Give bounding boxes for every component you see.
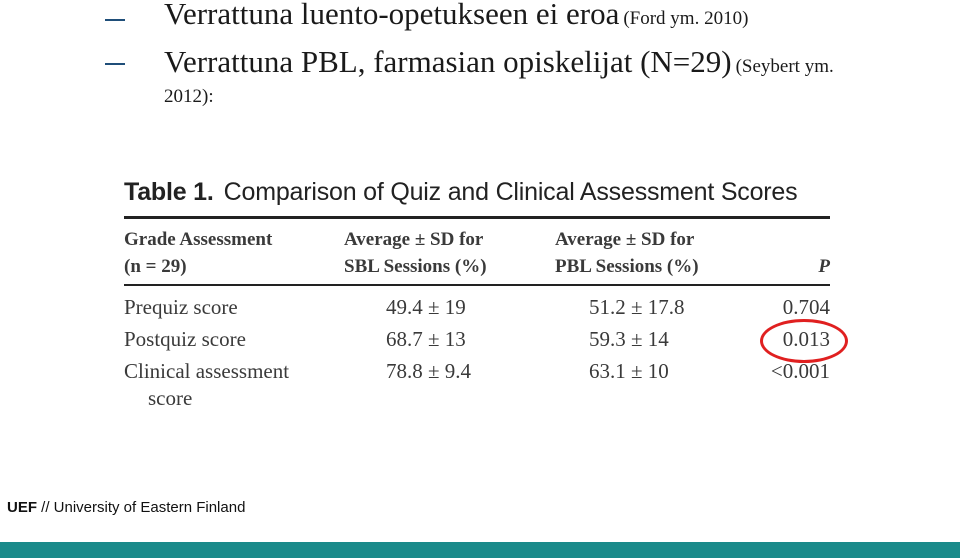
table-title: Comparison of Quiz and Clinical Assessment Scores (223, 178, 798, 206)
dash-bullet-icon (105, 63, 125, 65)
row-p: <0.001 (770, 359, 830, 383)
row-sbl: 78.8 ± 9.4 (386, 359, 472, 383)
footer-university: // University of Eastern Finland (37, 499, 246, 516)
bullet-2-text (164, 44, 834, 80)
highlight-circle (760, 319, 848, 363)
table-label: Table 1. (124, 178, 214, 206)
bullet-2-ref-continued: 2012): (164, 86, 214, 107)
bullet-1-ref: (Ford ym. 2010) (623, 8, 749, 29)
row-label: Postquiz score (124, 327, 246, 351)
row-sbl: 49.4 ± 19 (386, 295, 466, 319)
row-p: 0.704 (782, 295, 830, 319)
bullet-1-main: Verrattuna luento-opetukseen ei eroa (164, 0, 620, 31)
bullet-2-ref: (Seybert ym. (735, 56, 834, 77)
table-top-rule (124, 216, 830, 219)
row-label: Clinical assessment score (124, 359, 290, 410)
table-caption (124, 178, 830, 207)
bullet-2-main: Verrattuna PBL, farmasian opiskelijat (N=29) (164, 44, 732, 79)
dash-bullet-icon (105, 19, 125, 21)
footer-brand: UEF (7, 499, 37, 516)
footer-text (7, 499, 245, 516)
row-sbl: 68.7 ± 13 (386, 327, 466, 351)
row-pbl: 63.1 ± 10 (589, 359, 669, 383)
comparison-table-figure (124, 178, 830, 410)
header-grade-assessment: Grade Assessment (n = 29) (124, 229, 273, 277)
row-p: 0.013 (782, 327, 830, 351)
row-label: Prequiz score (124, 295, 238, 319)
bullet-1-text (164, 0, 748, 32)
header-pbl: Average ± SD for PBL Sessions (%) (555, 229, 699, 277)
table-header-rule (124, 284, 830, 286)
header-sbl: Average ± SD for SBL Sessions (%) (344, 229, 487, 277)
footer-bar (0, 542, 960, 558)
header-p: P (818, 256, 830, 277)
row-pbl: 51.2 ± 17.8 (589, 295, 685, 319)
row-pbl: 59.3 ± 14 (589, 327, 669, 351)
